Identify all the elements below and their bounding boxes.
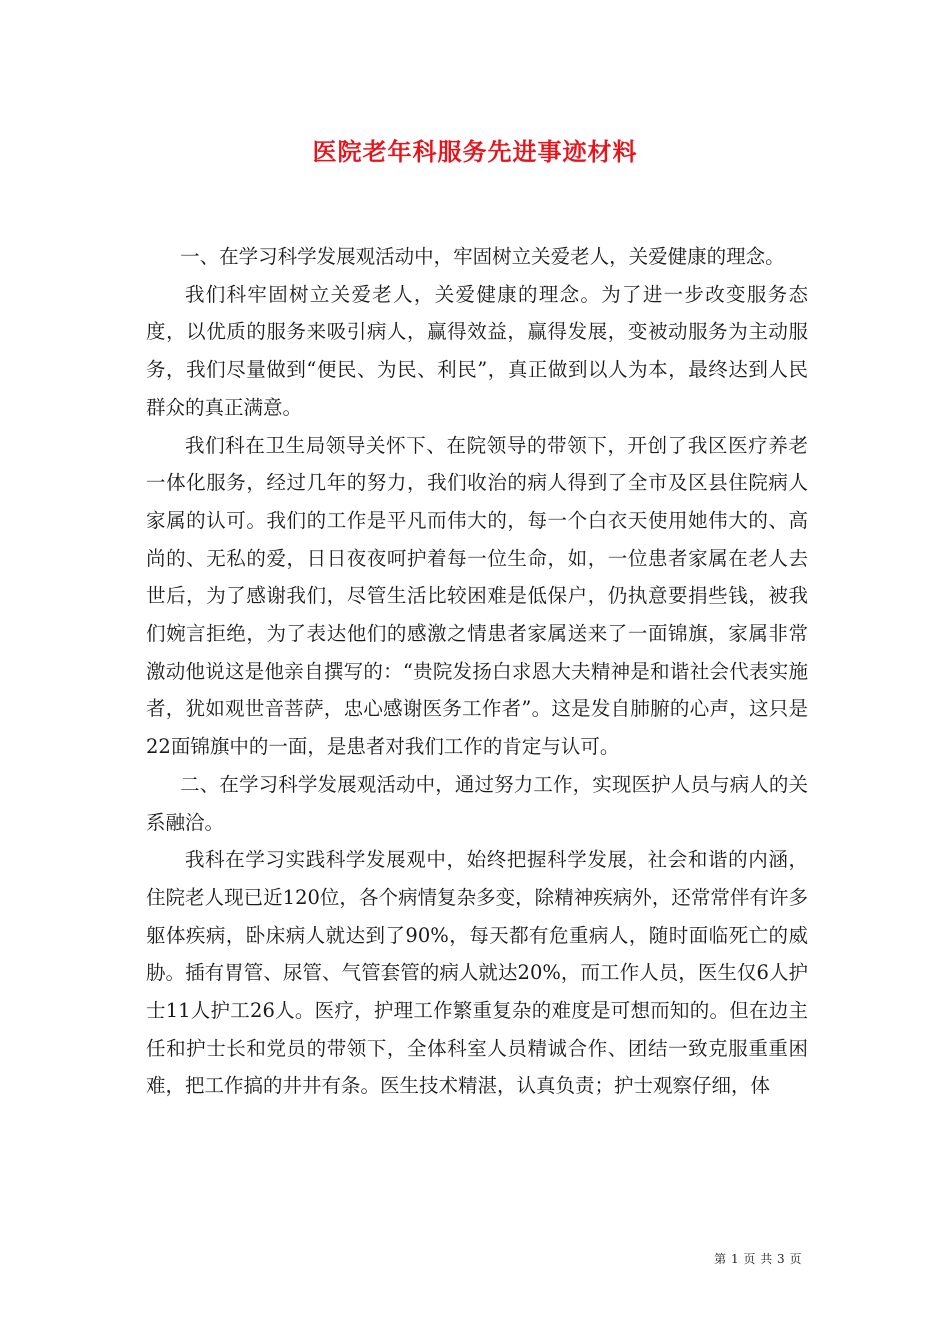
body-paragraph-2: 我们科在卫生局领导关怀下、在院领导的带领下，开创了我区医疗养老一体化服务，经过几年的努力，我们收治的病人得到了全市及区县住院病人家属的认可。我们的工作是平凡而伟大的，每一个白衣天使用她伟大的、高尚的、无私的爱，日日夜夜呵护着每一位生命，如，一位患者家属在老人去世后，为了感谢我们，尽管生活比较困难是低保户，仍执意要捐些钱，被我们婉言拒绝，为了表达他们的感激之情患者家属送来了一面锦旗，家属非常激动他说这是他亲自撰写的：“贵院发扬白求恩大夫精神是和谐社会代表实施者，犹如观世音菩萨，忠心感谢医务工作者”。这是发自肺腑的心声，这只是22面锦旗中的一面，是患者对我们工作的肯定与认可。 <box>146 433 808 759</box>
section-heading-1: 一、在学习科学发展观活动中，牢固树立关爱老人，关爱健康的理念。 <box>180 245 785 268</box>
document-body <box>146 238 808 1105</box>
page-number-footer: 第 1 页 共 3 页 <box>714 1252 802 1266</box>
body-paragraph-1: 我们科牢固树立关爱老人，关爱健康的理念。为了进一步改变服务态度，以优质的服务来吸引病人，赢得效益，赢得发展，变被动服务为主动服务，我们尽量做到“便民、为民、利民”，真正做到以人为本，最终达到人民群众的真正满意。 <box>146 282 808 419</box>
document-title: 医院老年科服务先进事迹材料 <box>312 137 638 166</box>
body-paragraph-3: 我科在学习实践科学发展观中，始终把握科学发展，社会和谐的内涵，住院老人现已近120位，各个病情复杂多变，除精神疾病外，还常常伴有许多躯体疾病，卧床病人就达到了90%，每天都有危重病人，随时面临死亡的威胁。插有胃管、尿管、气管套管的病人就达20%，而工作人员，医生仅6人护士11人护工26人。医疗，护理工作繁重复杂的难度是可想而知的。但在边主任和护士长和党员的带领下，全体科室人员精诚合作、团结一致克服重重困难，把工作搞的井井有条。医生技术精湛，认真负责；护士观察仔细，体 <box>146 848 808 1098</box>
section-heading-2: 二、在学习科学发展观活动中，通过努力工作，实现医护人员与病人的关系融洽。 <box>146 772 808 834</box>
